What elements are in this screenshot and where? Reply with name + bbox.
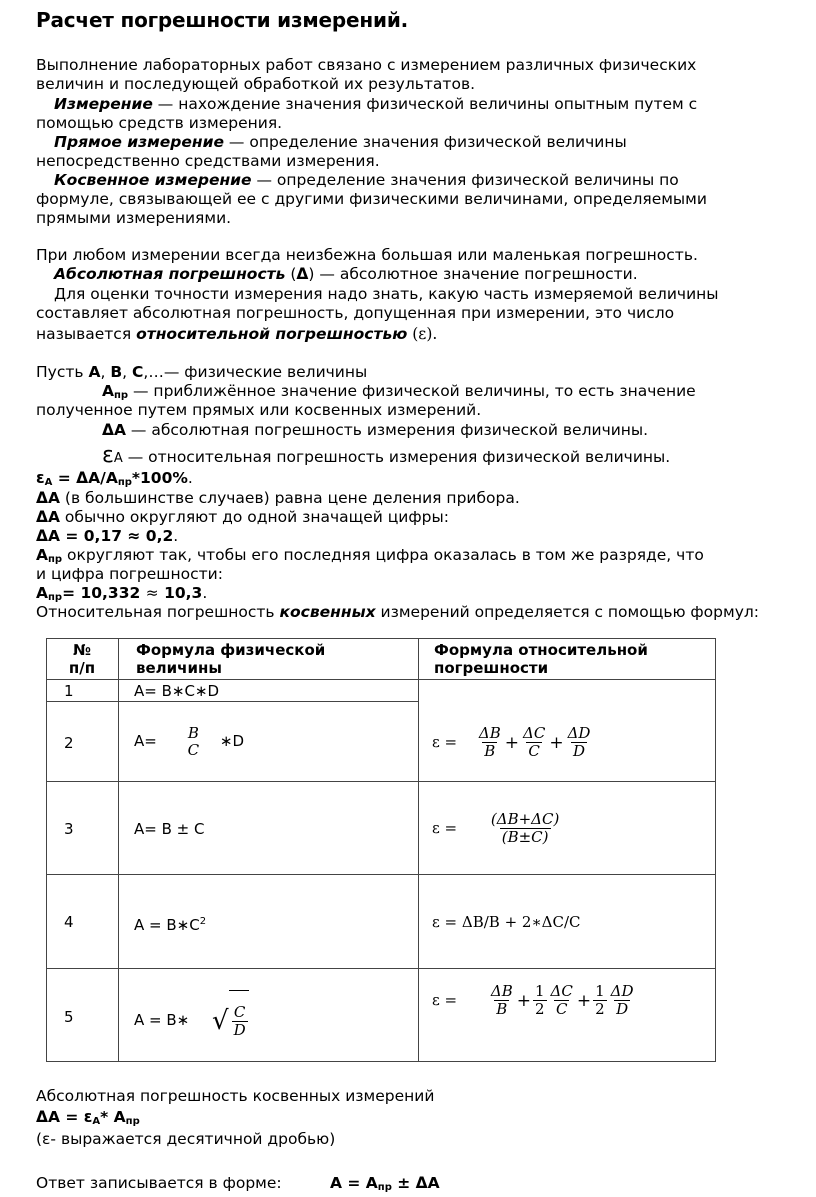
da-symbol: ΔА: [102, 421, 126, 439]
definition-line: формуле, связывающей ее с другими физическими величинами, определяемыми: [36, 190, 707, 208]
subscript: А: [92, 1116, 101, 1127]
numerator: ΔC: [523, 724, 546, 742]
term: Измерение: [54, 95, 153, 113]
term-definition: — определение значения физической величины: [224, 133, 627, 151]
row-number: 5: [64, 1008, 74, 1026]
fraction: [477, 725, 503, 760]
denominator: 2: [595, 1000, 605, 1018]
text: ,: [100, 363, 111, 381]
subscript: пр: [48, 554, 63, 565]
table-border: [46, 781, 716, 782]
numerator: ΔD: [610, 982, 634, 1000]
page-title: Расчет погрешности измерений.: [36, 8, 409, 32]
subscript: пр: [48, 592, 63, 603]
text: .: [173, 527, 179, 545]
denominator: B: [484, 742, 496, 760]
row-number: 2: [64, 734, 74, 752]
let-line: [36, 363, 367, 382]
subscript: пр: [125, 1116, 140, 1127]
subscript: пр: [114, 390, 129, 401]
numerator: C: [233, 1003, 246, 1021]
row-relative: [432, 913, 581, 931]
intro-line: Выполнение лабораторных работ связано с измерением различных физических: [36, 56, 697, 74]
subscript: пр: [377, 1182, 392, 1193]
definition-relative-error: [36, 325, 437, 344]
fraction: [186, 725, 201, 759]
ea-definition: [102, 443, 671, 468]
definition-absolute-error: [54, 265, 638, 284]
denominator: 2: [535, 1000, 545, 1018]
apr-definition-line: полученное путем прямых или косвенных измерений.: [36, 401, 482, 419]
text: ε = ΔВ/В + 2∗ΔС/С: [432, 913, 581, 931]
definition-direct: [54, 133, 627, 152]
header-formula: [136, 641, 325, 677]
denominator: C: [187, 740, 200, 759]
header-text: Формула физической: [136, 641, 326, 659]
rounding-example: [36, 527, 178, 546]
header-text: величины: [136, 659, 222, 677]
subscript: А: [113, 451, 123, 466]
text: обычно округляют до одной значащей цифры:: [60, 508, 449, 526]
row-relative: [432, 714, 593, 771]
header-relative: [434, 641, 648, 677]
text: называется: [36, 325, 137, 343]
header-number: [46, 641, 118, 677]
row-number: 3: [64, 820, 74, 838]
var-a: А: [88, 363, 101, 381]
table-border: [46, 679, 716, 680]
text: ,: [122, 363, 132, 381]
numerator: ΔB: [478, 724, 501, 742]
row-relative: [432, 802, 562, 854]
text: ΔА = 0,17 ≈ 0,2: [36, 527, 174, 545]
text: ΔА = ε: [36, 1108, 93, 1126]
text: = 10,332: [62, 584, 146, 602]
footer-line: (ε- выражается десятичной дробью): [36, 1130, 336, 1148]
definition-line: непосредственно средствами измерения.: [36, 152, 380, 170]
fraction: [232, 1004, 248, 1039]
apr-symbol: А: [102, 382, 114, 400]
header-text: №: [72, 641, 92, 659]
plus-sign: +: [549, 732, 564, 753]
denominator: B: [496, 1000, 508, 1018]
sqrt: [212, 990, 249, 1051]
text: — приближённое значение физической величины, то есть значение: [128, 382, 696, 400]
rule-line: и цифра погрешности:: [36, 565, 223, 583]
text: А = В∗С: [134, 916, 200, 934]
definition-measurement: [54, 95, 697, 114]
da-symbol: ΔА: [36, 489, 60, 507]
numerator: ΔB: [490, 982, 513, 1000]
superscript: 2: [199, 916, 207, 927]
table-border: [46, 701, 419, 702]
term-definition: — определение значения физической величины по: [251, 171, 679, 189]
denominator: C: [528, 742, 540, 760]
text: ± ΔА: [391, 1174, 440, 1192]
text: ,…— физические величины: [143, 363, 368, 381]
term: Абсолютная погрешность: [54, 265, 286, 283]
header-text: Формула относительной: [434, 641, 648, 659]
text: .: [202, 584, 208, 602]
plus-sign: +: [516, 990, 531, 1011]
text: ε =: [432, 991, 458, 1009]
rule-line: [36, 508, 449, 527]
term: косвенных: [279, 603, 376, 621]
header-text: погрешности: [434, 659, 549, 677]
row-number: 4: [64, 913, 74, 931]
text: А: [36, 584, 48, 602]
denominator: C: [555, 1000, 568, 1018]
text: ε: [36, 469, 45, 487]
apr-symbol: А: [36, 546, 48, 564]
table-intro: [36, 603, 759, 622]
table-border: [46, 638, 716, 639]
row-formula: А= В ± С: [134, 820, 205, 838]
delta-symbol: Δ: [296, 265, 309, 283]
row-number: 1: [64, 682, 74, 700]
row-formula: [134, 710, 244, 772]
definition-line: прямыми измерениями.: [36, 209, 232, 227]
answer-label: Ответ записывается в форме:: [36, 1174, 282, 1192]
text: — относительная погрешность измерения физической величины.: [122, 448, 671, 466]
fraction: [549, 983, 575, 1018]
denominator: (B±C): [501, 828, 549, 846]
fraction: [533, 983, 547, 1018]
text: Пусть: [36, 363, 89, 381]
text: округляют так, чтобы его последняя цифра оказалась в том же разряде, что: [62, 546, 704, 564]
text: измерений определяется с помощью формул:: [375, 603, 759, 621]
numerator: 1: [595, 982, 605, 1000]
numerator: (ΔB+ΔC): [490, 810, 560, 828]
term-definition: ) — абсолютное значение погрешности.: [308, 265, 638, 283]
var-c: С: [132, 363, 144, 381]
text: (в большинстве случаев) равна цене деления прибора.: [60, 489, 520, 507]
plus-sign: +: [504, 732, 519, 753]
denominator: D: [233, 1021, 246, 1039]
denominator: D: [616, 1000, 629, 1018]
errors-line: Для оценки точности измерения надо знать, какую часть измеряемой величины: [54, 285, 719, 303]
rule-line: [36, 489, 520, 508]
da-definition: [102, 421, 648, 440]
row-formula: [134, 913, 206, 934]
text: .: [187, 469, 193, 487]
intro-line: величин и последующей обработкой их результатов.: [36, 75, 476, 93]
errors-line: составляет абсолютная погрешность, допущенная при измерении, это число: [36, 304, 675, 322]
numerator: 1: [535, 982, 545, 1000]
text: ε =: [432, 733, 458, 751]
epsilon-symbol: ε: [102, 443, 114, 468]
denominator: D: [572, 742, 585, 760]
approx-symbol: ≈: [145, 584, 159, 602]
table-border: [715, 638, 716, 1062]
definition-line: помощью средств измерения.: [36, 114, 283, 132]
errors-line: При любом измерении всегда неизбежна большая или маленькая погрешность.: [36, 246, 698, 264]
fraction: [489, 983, 515, 1018]
term: Косвенное измерение: [54, 171, 252, 189]
var-b: В: [110, 363, 123, 381]
fraction: [566, 725, 593, 760]
footer-line: Абсолютная погрешность косвенных измерений: [36, 1087, 435, 1105]
numerator: ΔC: [550, 982, 573, 1000]
text: — абсолютная погрешность измерения физической величины.: [126, 421, 649, 439]
text: * А: [100, 1108, 126, 1126]
table-border: [46, 874, 716, 875]
text: А=: [134, 732, 157, 750]
text: 10,3: [158, 584, 203, 602]
text: Относительная погрешность: [36, 603, 280, 621]
table-border: [46, 1061, 716, 1062]
text: А = В∗: [134, 1011, 190, 1029]
footer-formula: [36, 1108, 140, 1131]
text: А = А: [330, 1174, 378, 1192]
numerator: B: [187, 723, 199, 742]
fraction: [609, 983, 636, 1018]
subscript: А: [44, 477, 53, 488]
header-text: п/п: [68, 659, 96, 677]
fraction: [489, 811, 561, 846]
radical-icon: √: [212, 1005, 229, 1036]
formula-table: [46, 638, 716, 1062]
text: = ΔА/А: [52, 469, 118, 487]
row-relative: [432, 976, 637, 1025]
term: Прямое измерение: [54, 133, 224, 151]
numerator: ΔD: [567, 724, 591, 742]
text: (: [285, 265, 297, 283]
term: относительной погрешностью: [136, 325, 408, 343]
da-symbol: ΔА: [36, 508, 60, 526]
table-border: [46, 968, 716, 969]
fraction: [593, 983, 607, 1018]
plus-sign: +: [576, 990, 592, 1011]
fraction: [521, 725, 547, 760]
definition-indirect: [54, 171, 679, 190]
row-formula: [134, 990, 249, 1051]
subscript: пр: [117, 477, 132, 488]
text: ε =: [432, 819, 458, 837]
text: ∗D: [219, 732, 245, 750]
row-formula: А= В∗С∗D: [134, 682, 220, 700]
term-definition: — нахождение значения физической величины опытным путем с: [152, 95, 698, 113]
epsilon-symbol: (ε).: [407, 325, 438, 343]
text: *100%: [131, 469, 188, 487]
